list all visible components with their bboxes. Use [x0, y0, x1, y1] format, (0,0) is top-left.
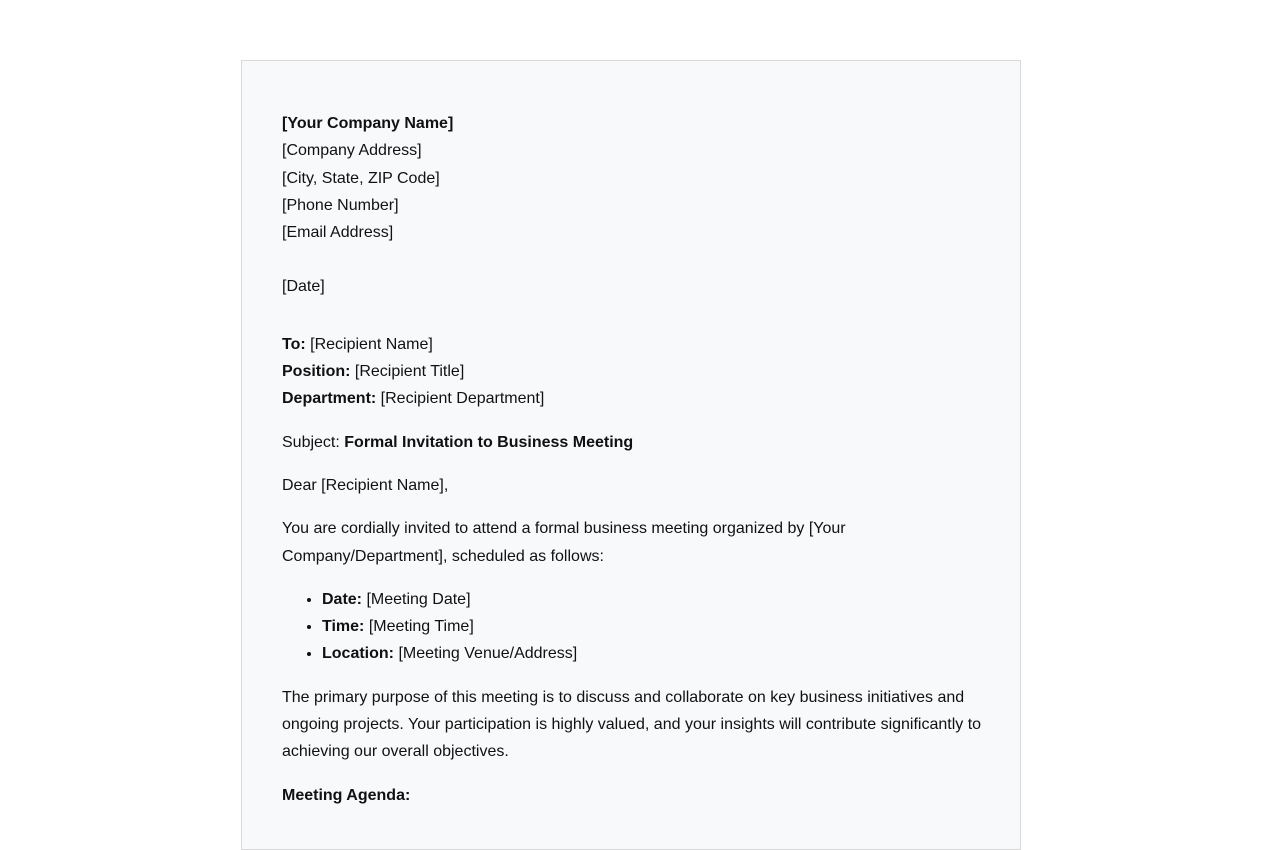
detail-label: Date:: [322, 590, 363, 608]
subject-label: Subject:: [282, 433, 345, 451]
letter-content: [282, 110, 992, 809]
agenda-heading: Meeting Agenda:: [282, 786, 411, 804]
recipient-to: [282, 331, 992, 358]
detail-time: [322, 613, 992, 640]
phone-number: [Phone Number]: [282, 196, 399, 214]
subject-line: [282, 429, 992, 456]
detail-location: [322, 640, 992, 667]
detail-value: [Meeting Time]: [364, 618, 474, 636]
salutation: Dear [Recipient Name],: [282, 476, 449, 494]
recipient-position: [282, 358, 992, 385]
position-value: [Recipient Title]: [350, 363, 465, 381]
email-address: [Email Address]: [282, 224, 394, 242]
detail-value: [Meeting Date]: [362, 590, 471, 608]
company-name: [Your Company Name]: [282, 115, 454, 132]
letterhead: [282, 110, 992, 246]
detail-value: [Meeting Venue/Address]: [394, 645, 578, 663]
to-value: [Recipient Name]: [305, 335, 433, 353]
department-label: Department:: [282, 390, 377, 408]
detail-label: Location:: [322, 645, 394, 663]
department-value: [Recipient Department]: [376, 390, 545, 408]
to-label: To:: [282, 335, 306, 353]
purpose-paragraph: The primary purpose of this meeting is to discuss and collaborate on key business initiatives and ongoing projects. Your participation is highly valued, and your insights will contribute significantly to achieving our overall objectives.: [282, 688, 982, 761]
company-address: [Company Address]: [282, 142, 422, 160]
recipient-block: [282, 331, 992, 413]
position-label: Position:: [282, 363, 351, 381]
letter-page: [241, 60, 1021, 850]
detail-date: [322, 586, 992, 613]
city-state-zip: [City, State, ZIP Code]: [282, 169, 440, 187]
detail-label: Time:: [322, 618, 365, 636]
intro-paragraph: You are cordially invited to attend a formal business meeting organized by [Your Company/Department], scheduled as follows:: [282, 520, 846, 565]
meeting-details-list: [282, 586, 992, 668]
subject-value: Formal Invitation to Business Meeting: [344, 433, 634, 451]
letter-date: [Date]: [282, 278, 325, 296]
recipient-department: [282, 385, 992, 412]
